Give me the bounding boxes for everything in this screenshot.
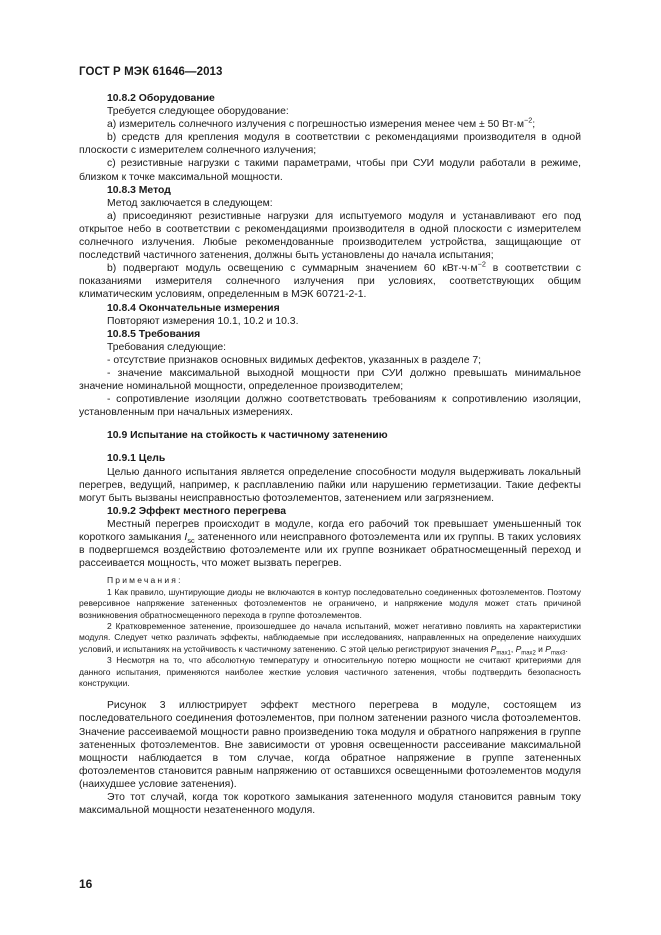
paragraph: Повторяют измерения 10.1, 10.2 и 10.3. [107, 315, 299, 327]
paragraph: - значение максимальной выходной мощности при СУИ должно превышать минимальное значение номинальной мощности, определенное производителем; [79, 367, 581, 393]
paragraph: c) резистивные нагрузки с такими параметрами, чтобы при СУИ модули работали в режиме, близком к точке максимальной мощности. [79, 158, 581, 183]
section-heading: 10.8.4 Окончательные измерения [107, 302, 280, 314]
spacer [79, 689, 581, 699]
spacer [79, 442, 581, 452]
paragraph: Целью данного испытания является определение способности модуля выдерживать локальный перегрев, ведущий, например, к расплавлению пайки или нарушению герметизации. Такие дефекты могут быть вызваны неисправностью фотоэлементов, затенением или загрязнением. [79, 466, 581, 504]
paragraph: - сопротивление изоляции должно соответствовать требованиям к сопротивлению изоляции, установленным при начальных измерениях. [79, 394, 581, 419]
paragraph: Это тот случай, когда ток короткого замыкания затененного модуля становится равным току максимальной мощности незатененного модуля. [79, 792, 581, 817]
notes-title: Примечания: [107, 575, 183, 586]
paragraph: a) присоединяют резистивные нагрузки для испытуемого модуля и устанавливают его под открытое небо в соответствии с рекомендациями производителя в одной плоскости с измерителем солнечного излучения. Любые рекомендованные производителем устройства, защищающие от последствий частичного затенения, должны быть установлены до начала испытания; [79, 210, 581, 262]
section-heading: 10.9.1 Цель [107, 453, 166, 465]
paragraph: Метод заключается в следующем: [107, 197, 273, 209]
paragraph: a) измеритель солнечного излучения с погрешностью измерения менее чем ± 50 $Вт\cdot м^{-2}$; [107, 115, 536, 131]
note-item: 1 Как правило, шунтирующие диоды не включаются в контур последовательно соединенных фотоэлементов. Поэтому реверсивное напряжение затененных фотоэлементов не ограничено, и напряжение модуля может стать причиной возникновения обратносмещенного перехода в группе фотоэлементов. [79, 586, 581, 620]
paragraph: Рисунок 3 иллюстрирует эффект местного перегрева в модуле, состоящем из последовательного соединения фотоэлементов, при полном затенении разного числа фотоэлементов. Значение рассеиваемой мощности равно произведению тока модуля и обратного напряжения в группе затененных фотоэлементов. Вне зависимости от уровня освещенности рассеивание максимальной мощности наблюдается в том случае, когда обратное напряжение в группе затененных фотоэлементов становится равным напряжению от оставшихся освещенными фотоэлементов модуля (наихудшее условие затенения). [79, 700, 581, 790]
document-header: ГОСТ Р МЭК 61646—2013 [79, 66, 223, 78]
paragraph: b) подвергают модуль освещению с суммарным значением 60 $кВт\cdot ч\cdot м^{-2}$ в соответствии с показаниями измерителя солнечного излучения при условиях, соответствующих общим климатическим условиям, определенным в МЭК 60721-2-1. [79, 259, 581, 301]
section-heading: 10.9.2 Эффект местного перегрева [107, 505, 287, 517]
section-heading: 10.9 Испытание на стойкость к частичному затенению [107, 430, 388, 442]
note-item: 2 Кратковременное затенение, произошедшее до начала испытаний, может негативно повлиять на характеристики модуля. Следует четко различать эффекты, наблюдаемые при исследованиях, направленных на определение наихудших условий, и испытаниях на устойчивость к частичному затенению. С этой целью регистрируют значения $P_{max1}$, $P_{max2}$ и $P_{max3}$. [79, 620, 581, 657]
section-heading: 10.8.3 Метод [107, 184, 171, 196]
paragraph: Требования следующие: [107, 341, 227, 353]
section-heading: 10.8.5 Требования [107, 328, 201, 340]
paragraph: Требуется следующее оборудование: [107, 106, 289, 118]
note-item: 3 Несмотря на то, что абсолютную температуру и относительную потерю мощности не считают критериями для данного испытания, применяются наиболее жесткие условия частичного затенения, чтобы подтвердить безопасность конструкции. [79, 655, 581, 688]
paragraph: b) средств для крепления модуля в соответствии с рекомендациями производителя в одной плоскости с измерителем солнечного излучения; [79, 132, 581, 157]
page-number: 16 [79, 877, 93, 891]
document-body [79, 92, 581, 817]
paragraph: - отсутствие признаков основных видимых дефектов, указанных в разделе 7; [107, 354, 482, 366]
spacer [79, 419, 581, 429]
section-heading: 10.8.2 Оборудование [107, 93, 215, 104]
paragraph: Местный перегрев происходит в модуле, когда его рабочий ток превышает уменьшенный ток короткого замыкания $I_{sc}$ затененного или неисправного фотоэлемента или их группы. В таких условиях в подвергшемся воздействию фотоэлементе или их группе возникает обратносмещенный переход и рассеивается мощность, что может вызвать перегрев. [79, 518, 582, 570]
